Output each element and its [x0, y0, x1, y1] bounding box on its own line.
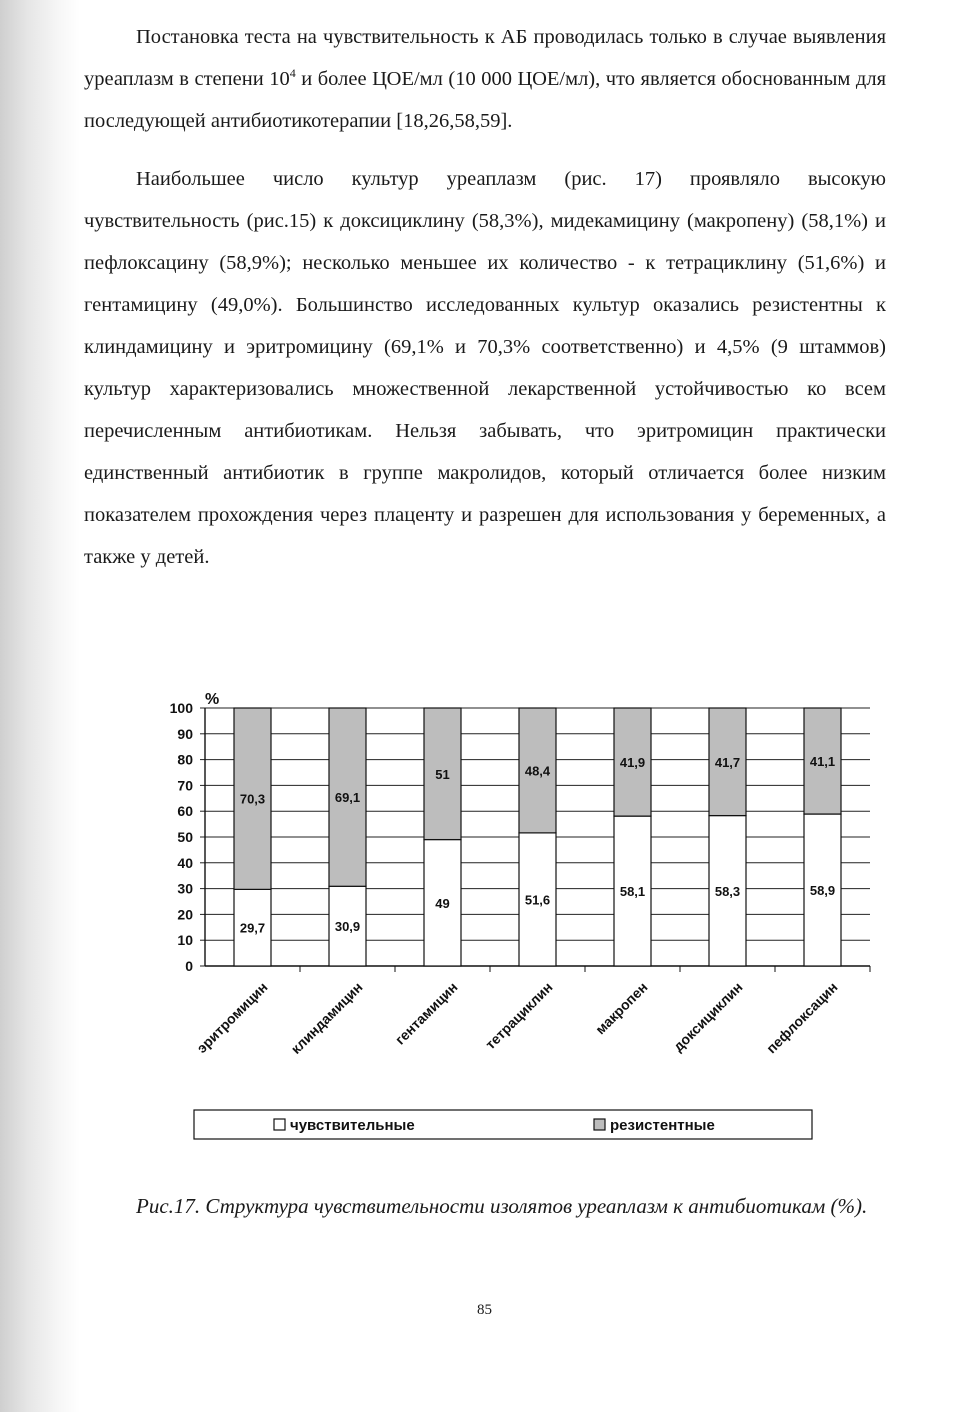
y-tick-label: 0: [185, 958, 193, 974]
category-label: доксициклин: [669, 978, 746, 1055]
data-label-resistant: 48,4: [524, 763, 551, 779]
data-label-sensitive: 29,7: [239, 920, 266, 936]
legend-label-sensitive: чувствительные: [290, 1117, 415, 1134]
legend-swatch-sensitive: [274, 1119, 285, 1130]
data-label-resistant: 70,3: [239, 791, 266, 807]
y-tick-label: 60: [177, 803, 193, 820]
y-tick-label: 70: [177, 777, 193, 794]
data-label-resistant: 41,7: [714, 754, 741, 770]
category-label: тетрациклин: [482, 978, 556, 1053]
legend-swatch-resistant: [594, 1119, 605, 1130]
y-tick-label: 20: [177, 906, 193, 923]
superscript-exponent: 4: [289, 66, 296, 81]
scan-shadow-edge: [0, 0, 80, 1412]
paragraph-2: Наибольшее число культур уреаплазм (рис. 17) проявляло высокую чувствительность (рис.15) к доксициклину (58,3%), мидекамицину (макропену) (58,1%) и пефлоксацину (58,9%); несколько меньшее их количество - к тетрациклину (51,6%) и гентамицину (49,0%). Большинство исследованных культур оказались резистентны к клиндамицину и эритромицину (69,1% и 70,3% соответственно) и 4,5% (9 штаммов) культур характеризовались множественной лекарственной устойчивостью ко всем перечисленным антибиотикам. Нельзя забывать, что эритромицин практически единственный антибиотик в группе макролидов, который отличается более низким показателем прохождения через плаценту и разрешен для использования у беременных, а также у детей.: [84, 168, 886, 568]
legend-label-resistant: резистентные: [610, 1117, 715, 1134]
stacked-bar-chart: [140, 680, 880, 1150]
y-tick-label: 50: [177, 829, 193, 845]
paragraph-1-text-continued: и более ЦОЕ/мл (10 000 ЦОЕ/мл), что является обоснованным для последующей антибиотикотерапии [18,26,58,59].: [84, 68, 886, 132]
category-label: эритромицин: [193, 978, 271, 1057]
data-label-resistant: 51: [435, 766, 450, 782]
data-label-sensitive: 51,6: [524, 892, 551, 908]
y-tick-label: 30: [177, 880, 193, 897]
data-label-resistant: 69,1: [334, 790, 361, 806]
data-label-sensitive: 30,9: [334, 919, 361, 935]
paragraph-1: [84, 16, 886, 142]
y-tick-label: 40: [177, 854, 193, 871]
data-label-resistant: 41,1: [809, 754, 836, 770]
y-tick-label: 10: [177, 932, 193, 949]
y-tick-label: 100: [169, 700, 193, 716]
category-label: макропен: [592, 978, 651, 1038]
figure-caption: Рис.17. Структура чувствительности изолятов уреаплазм к антибиотикам (%).: [136, 1194, 868, 1218]
category-label: клиндамицин: [287, 978, 366, 1057]
y-tick-label: 90: [177, 725, 193, 742]
category-label: пефлоксацин: [763, 978, 841, 1057]
data-label-sensitive: 49: [435, 895, 450, 911]
y-unit-label: %: [205, 691, 220, 708]
chart-svg: [140, 680, 880, 1150]
category-label: гентамицин: [391, 978, 461, 1048]
data-label-resistant: 41,9: [619, 755, 646, 771]
body-text: [84, 16, 886, 578]
data-label-sensitive: 58,9: [809, 883, 836, 899]
data-label-sensitive: 58,3: [714, 883, 741, 899]
legend-box: [194, 1110, 812, 1139]
page-number: 85: [477, 1302, 492, 1318]
paragraph-1-text: Постановка теста на чувствительность к АБ проводилась только в случае выявления уреаплазм в степени 10: [84, 26, 886, 90]
data-label-sensitive: 58,1: [619, 884, 646, 900]
y-tick-label: 80: [177, 751, 193, 768]
